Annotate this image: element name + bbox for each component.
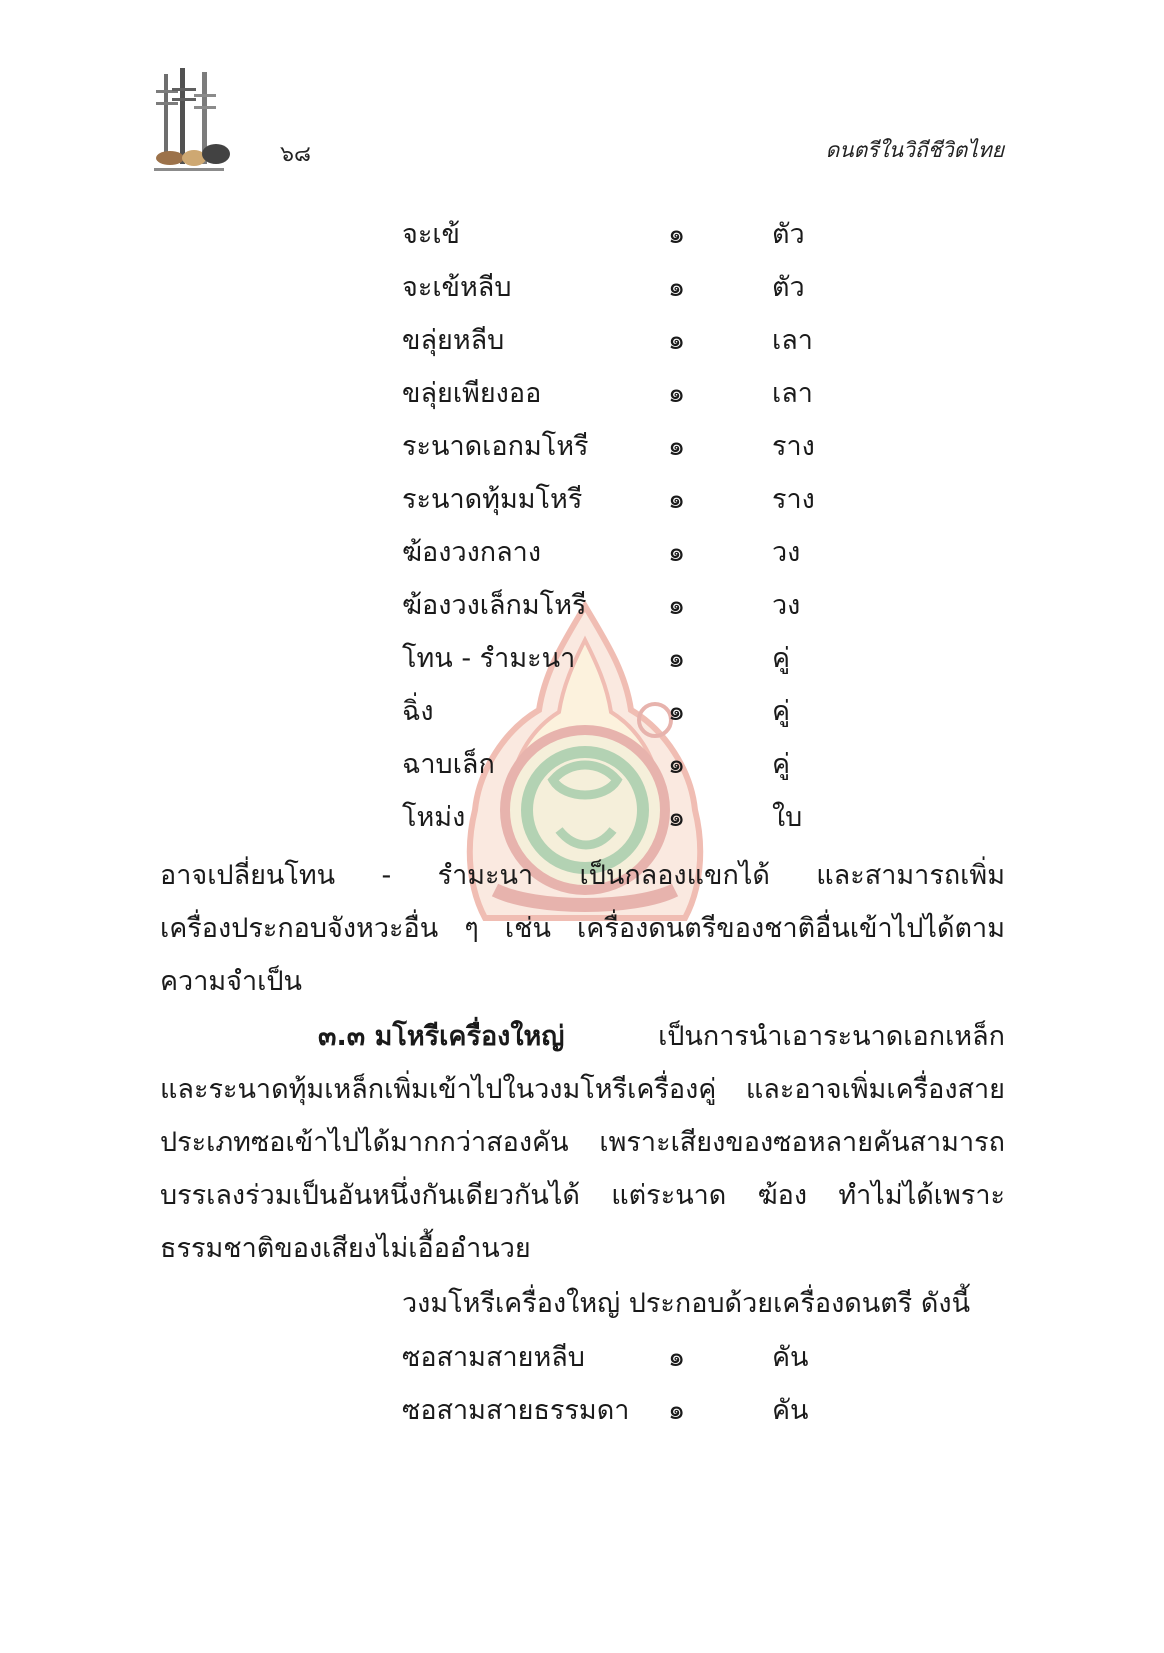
instrument-name: ฆ้องวงกลาง — [402, 537, 542, 568]
list-item — [0, 263, 1164, 313]
page-number: ๖๘ — [280, 142, 311, 167]
instrument-name: ฉาบเล็ก — [402, 749, 495, 780]
section-first-line — [318, 1011, 1005, 1063]
instrument-name: ฉิ่ง — [402, 696, 434, 727]
instrument-unit: คู่ — [772, 696, 791, 727]
instrument-name: โหม่ง — [402, 802, 466, 833]
instrument-quantity: ๑ — [668, 749, 686, 780]
list-item — [0, 422, 1164, 472]
instrument-name: จะเข้ — [402, 219, 461, 250]
list-item — [0, 634, 1164, 684]
instrument-name: ระนาดเอกมโหรี — [402, 431, 589, 462]
instrument-quantity: ๑ — [668, 590, 686, 621]
instrument-unit: เลา — [772, 325, 813, 356]
instrument-quantity: ๑ — [668, 272, 686, 303]
instrument-unit: ตัว — [772, 219, 805, 250]
list-item — [0, 475, 1164, 525]
instrument-quantity: ๑ — [668, 484, 686, 515]
instrument-unit: ตัว — [772, 272, 805, 303]
list-item — [0, 316, 1164, 366]
list-item — [0, 528, 1164, 578]
paragraph-line: ประเภทซอเข้าไปได้มากกว่าสองคัน เพราะเสียงของซอหลายคันสามารถ — [160, 1127, 1005, 1158]
list-item — [0, 1386, 1164, 1436]
instrument-unit: ใบ — [772, 802, 803, 833]
instrument-quantity: ๑ — [668, 537, 686, 568]
instrument-quantity: ๑ — [668, 1395, 686, 1426]
instrument-quantity: ๑ — [668, 1342, 686, 1373]
paragraph-line: เครื่องประกอบจังหวะอื่น ๆ เช่น เครื่องดนตรีของชาติอื่นเข้าไปได้ตาม — [160, 913, 1005, 944]
list-item — [0, 369, 1164, 419]
paragraph-line: อาจเปลี่ยนโทน - รำมะนา เป็นกลองแขกได้ และสามารถเพิ่ม — [160, 860, 1005, 891]
instrument-quantity: ๑ — [668, 378, 686, 409]
instrument-name: ขลุ่ยหลีบ — [402, 325, 505, 356]
paragraph-line: ความจำเป็น — [160, 966, 302, 997]
list-item — [0, 740, 1164, 790]
instrument-quantity: ๑ — [668, 219, 686, 250]
list-item — [0, 581, 1164, 631]
instrument-unit: คู่ — [772, 643, 791, 674]
paragraph-line: ธรรมชาติของเสียงไม่เอื้ออำนวย — [160, 1233, 531, 1264]
instrument-name: ซอสามสายธรรมดา — [402, 1395, 630, 1426]
instrument-unit: คัน — [772, 1342, 809, 1373]
instrument-quantity: ๑ — [668, 802, 686, 833]
instrument-name: ขลุ่ยเพียงออ — [402, 378, 542, 409]
list-item — [0, 687, 1164, 737]
instrument-logo-icon — [150, 68, 260, 178]
instrument-unit: วง — [772, 590, 801, 621]
instrument-unit: วง — [772, 537, 801, 568]
instrument-unit: คัน — [772, 1395, 809, 1426]
instrument-quantity: ๑ — [668, 431, 686, 462]
instrument-name: โทน - รำมะนา — [402, 643, 576, 674]
instrument-name: จะเข้หลีบ — [402, 272, 512, 303]
instrument-name: ฆ้องวงเล็กมโหรี — [402, 590, 587, 621]
instrument-quantity: ๑ — [668, 643, 686, 674]
section-heading: ๓.๓ มโหรีเครื่องใหญ่ — [318, 1021, 565, 1052]
paragraph-line: บรรเลงร่วมเป็นอันหนึ่งกันเดียวกันได้ แต่ระนาด ฆ้อง ทำไม่ได้เพราะ — [160, 1180, 1005, 1211]
instrument-name: ซอสามสายหลีบ — [402, 1342, 585, 1373]
running-title: ดนตรีในวิถีชีวิตไทย — [825, 138, 1004, 162]
instrument-quantity: ๑ — [668, 325, 686, 356]
list-item — [0, 210, 1164, 260]
instrument-name: ระนาดทุ้มมโหรี — [402, 484, 583, 515]
instrument-unit: ราง — [772, 484, 815, 515]
instrument-unit: เลา — [772, 378, 813, 409]
list-item — [0, 1333, 1164, 1383]
instrument-unit: ราง — [772, 431, 815, 462]
section-first-line-text: เป็นการนำเอาระนาดเอกเหล็ก — [658, 1021, 1005, 1052]
list-item — [0, 793, 1164, 843]
instrument-quantity: ๑ — [668, 696, 686, 727]
paragraph-line: และระนาดทุ้มเหล็กเพิ่มเข้าไปในวงมโหรีเครื่องคู่ และอาจเพิ่มเครื่องสาย — [160, 1074, 1005, 1105]
instrument-unit: คู่ — [772, 749, 791, 780]
list-intro: วงมโหรีเครื่องใหญ่ ประกอบด้วยเครื่องดนตรี ดังนี้ — [402, 1288, 971, 1319]
